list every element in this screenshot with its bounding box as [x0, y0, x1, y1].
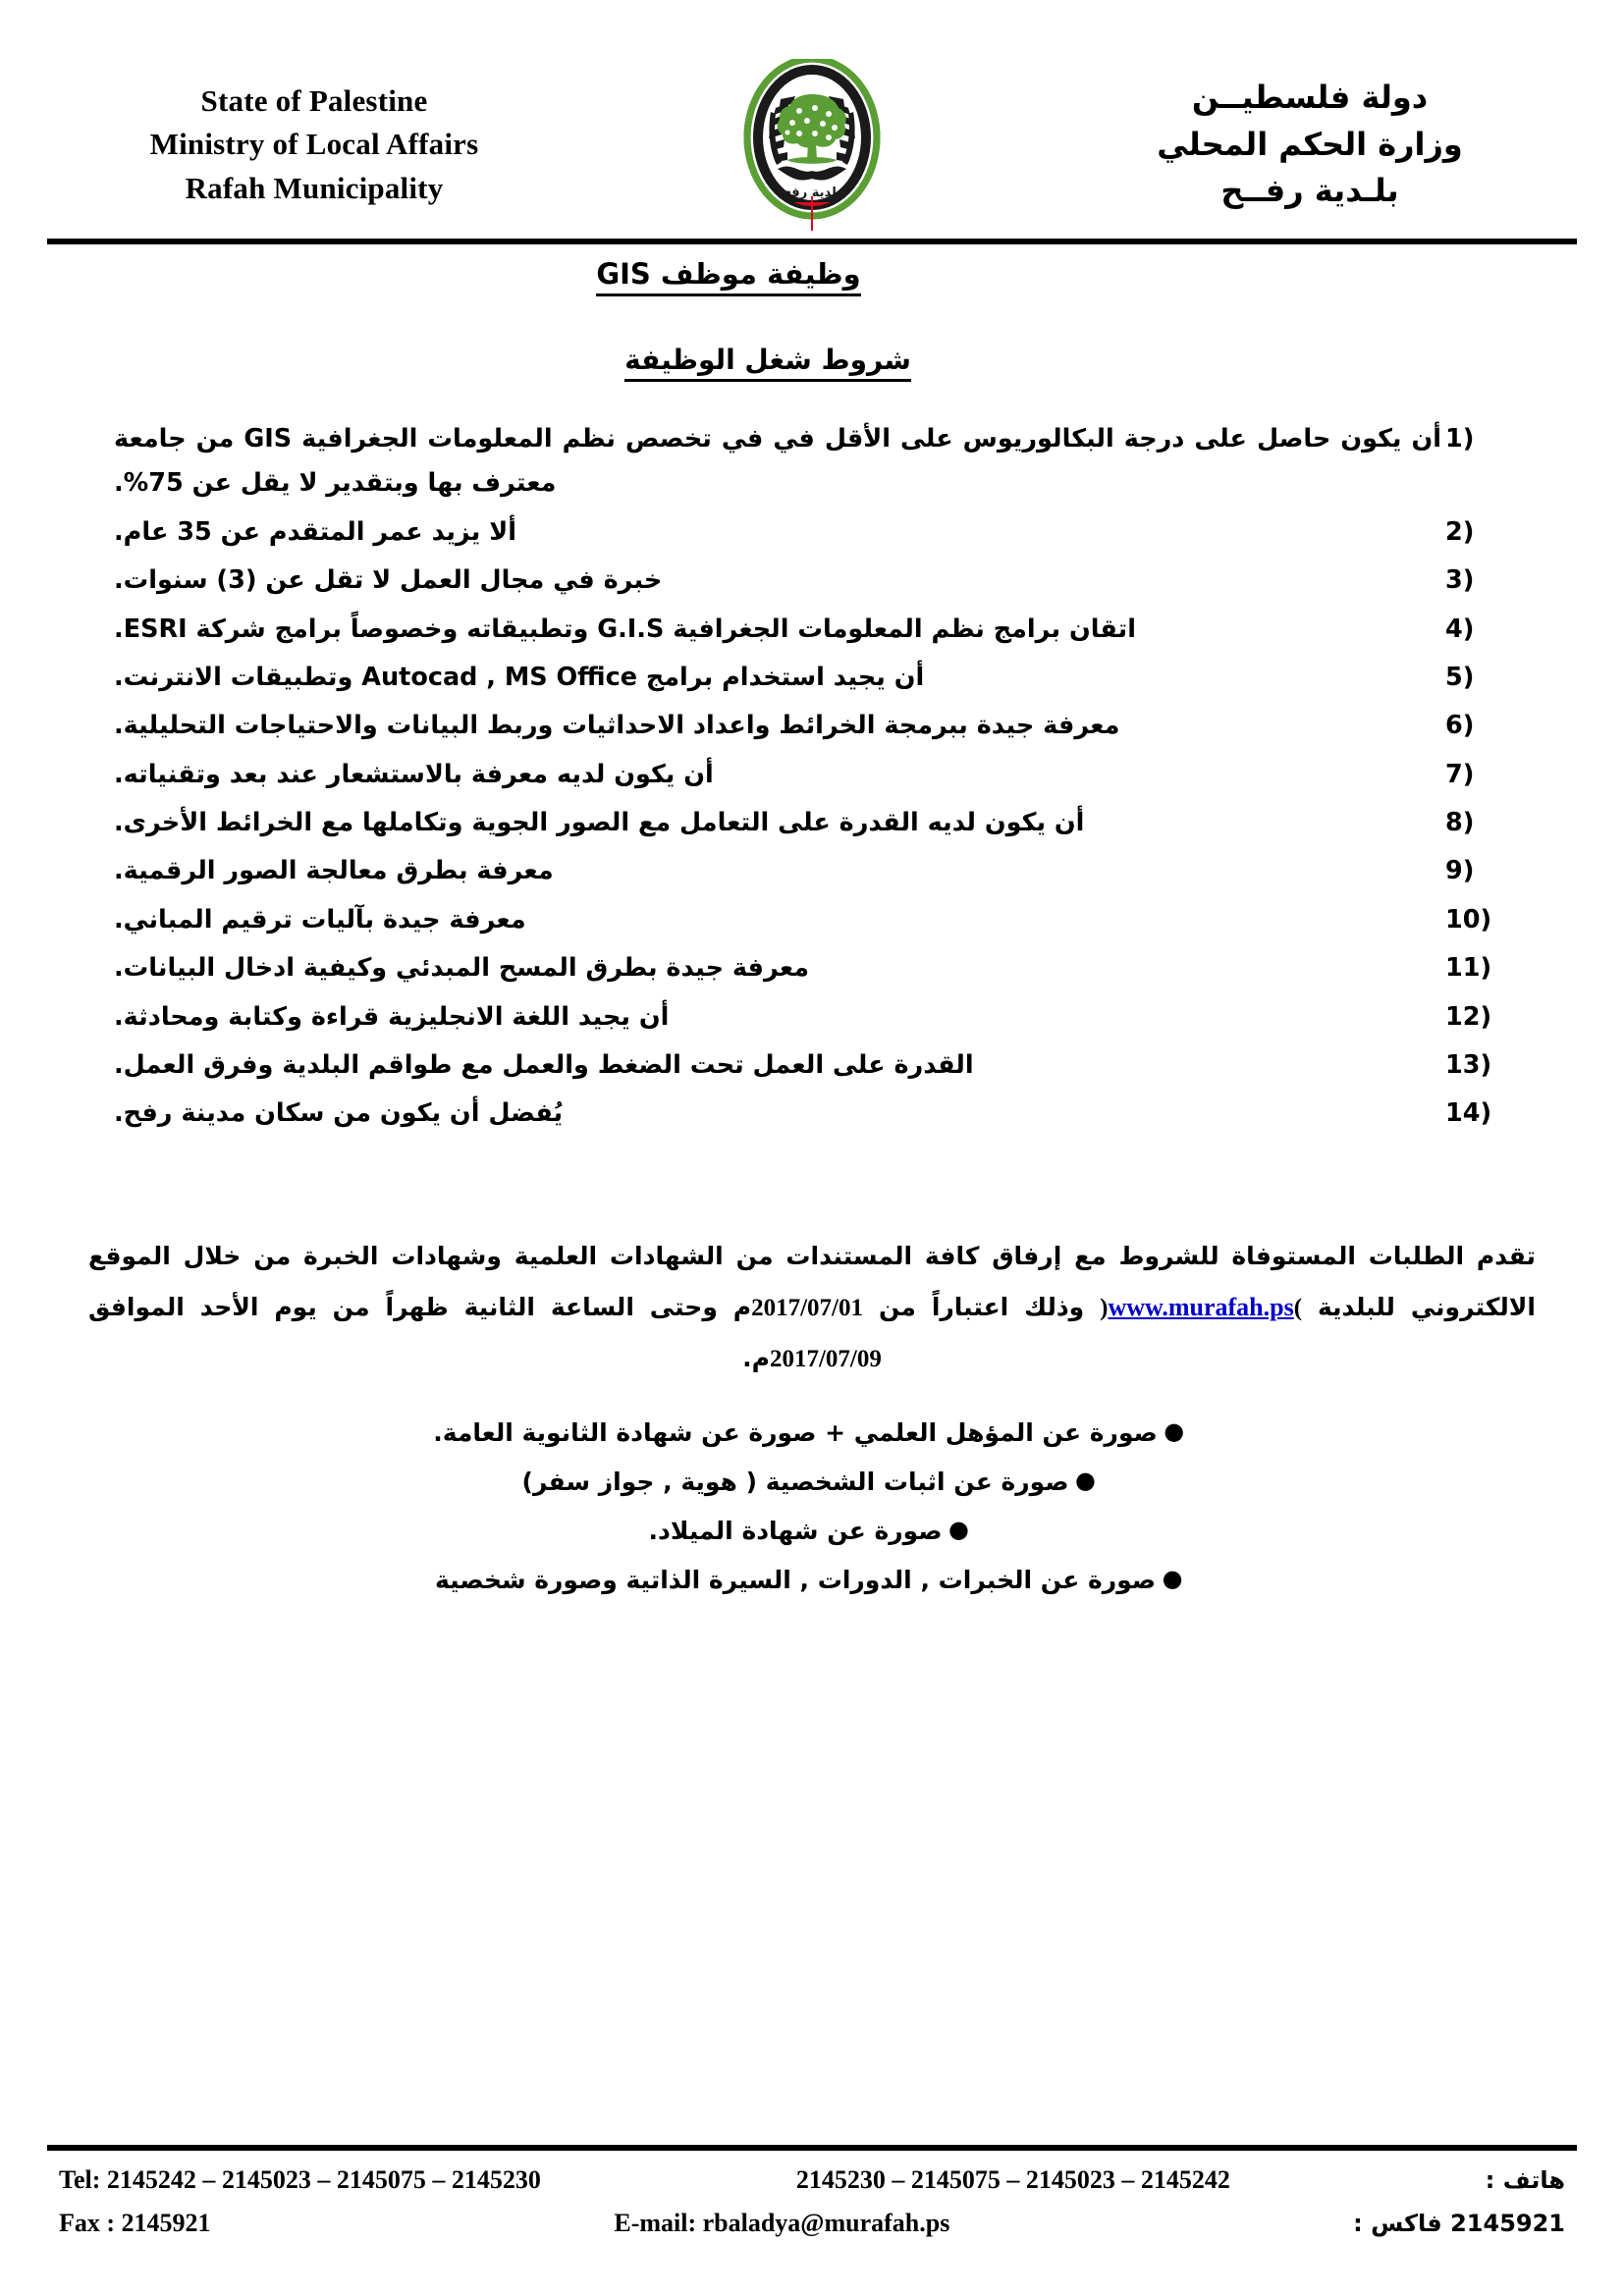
requirement-item: القدرة على العمل تحت الضغط والعمل مع طواقم البلدية وفرق العمل.	[114, 1049, 974, 1080]
requirement-item: معرفة جيدة بآليات ترقيم المباني.	[114, 904, 526, 934]
document-item	[59, 1409, 1565, 1458]
document-body	[59, 257, 1565, 1604]
emblem-caption: بلدية رفح	[782, 186, 842, 200]
footer	[59, 2160, 1565, 2244]
fax-label-en: Fax : 2145921	[59, 2209, 211, 2238]
rafah-municipality-emblem-icon	[738, 59, 886, 231]
application-start-date: 2017/07/01	[751, 1294, 864, 1321]
application-instructions	[59, 1231, 1565, 1385]
requirement-item: معرفة جيدة ببرمجة الخرائط واعداد الاحداثيات وربط البيانات والاحتياجات التحليلية.	[114, 711, 1120, 741]
section-heading-text: شروط شغل الوظيفة	[624, 344, 911, 382]
letterhead-arabic-line-1: دولة فلسطيــن	[1191, 79, 1429, 117]
required-documents-list	[59, 1409, 1565, 1604]
footer-tel-english	[59, 2160, 541, 2201]
letterhead-english-line-2: Ministry of Local Affairs	[149, 127, 479, 162]
bullet-icon: ●	[1075, 1467, 1096, 1495]
footer-tel-arabic	[1486, 2162, 1565, 2200]
footer-phone-row	[59, 2160, 1565, 2201]
instructions-text-part-2a: وذلك اعتباراً من	[878, 1292, 1085, 1321]
requirement-item: أن يكون حاصل على درجة البكالوريوس على الأقل في في تخصص نظم المعلومات الجغرافية GIS من جامعة معترف بها وبتقدير لا يقل عن 75%.	[114, 424, 1441, 499]
bullet-icon: ●	[1164, 1417, 1185, 1446]
requirement-item: اتقان برامج نظم المعلومات الجغرافية G.I.S وتطبيقاته وخصوصاً برامج شركة ESRI.	[114, 614, 1136, 644]
letterhead-arabic-line-2: وزارة الحكم المحلي	[1157, 125, 1463, 163]
letterhead-english-line-3: Rafah Municipality	[185, 170, 444, 205]
paren-close: )	[1100, 1294, 1109, 1321]
requirement-item: أن يجيد اللغة الانجليزية قراءة وكتابة ومحادثة.	[114, 1001, 670, 1032]
tel-numbers-ar: 2145230 – 2145075 – 2145023 – 2145242	[795, 2165, 1230, 2194]
requirement-item: يُفضل أن يكون من سكان مدينة رفح.	[114, 1098, 564, 1129]
page-title-text: وظيفة موظف GIS	[596, 257, 860, 296]
paren-open: (	[1293, 1294, 1303, 1321]
document-item	[59, 1458, 1565, 1507]
footer-tel-center	[541, 2160, 1486, 2201]
document-item	[59, 1556, 1565, 1605]
document-item-label: صورة عن المؤهل العلمي + صورة عن شهادة الثانوية العامة.	[433, 1418, 1158, 1448]
tel-numbers-en: 2145242 – 2145023 – 2145075 – 2145230	[106, 2165, 541, 2194]
email-address-link[interactable]: rbaladya@murafah.ps	[702, 2209, 950, 2238]
footer-email	[211, 2203, 1354, 2244]
instructions-text-part-1: تقدم الطلبات المستوفاة للشروط مع إرفاق كافة المستندات من الشهادات العلمية وشهادات الخبرة من خلال الموقع الالكتروني للبلدية	[88, 1241, 1536, 1321]
document-item-label: صورة عن اثبات الشخصية ( هوية , جواز سفر)	[521, 1468, 1069, 1497]
tel-label-ar: هاتف :	[1485, 2166, 1565, 2194]
document-item	[59, 1507, 1565, 1556]
document-item-label: صورة عن شهادة الميلاد.	[648, 1516, 943, 1545]
requirement-item: أن يكون لديه القدرة على التعامل مع الصور الجوية وتكاملها مع الخرائط الأخرى.	[114, 808, 1085, 837]
requirement-item: معرفة جيدة بطرق المسح المبدئي وكيفية ادخال البيانات.	[114, 953, 810, 984]
tel-label-en: Tel:	[59, 2165, 101, 2194]
letterhead-arabic	[1055, 75, 1565, 214]
requirement-item: خبرة في مجال العمل لا تقل عن (3) سنوات.	[114, 565, 663, 596]
document-item-label: صورة عن الخبرات , الدورات , السيرة الذاتية وصورة شخصية	[434, 1565, 1157, 1594]
bullet-icon: ●	[948, 1515, 969, 1543]
application-end-date: 2017/07/09	[769, 1346, 882, 1373]
letterhead	[59, 54, 1565, 236]
footer-divider	[47, 2145, 1577, 2151]
instructions-text-part-2b: م وحتى الساعة الثانية ظهراً من يوم الأحد الموافق	[88, 1292, 752, 1321]
email-label: E-mail:	[614, 2209, 697, 2238]
requirement-item: معرفة بطرق معالجة الصور الرقمية.	[114, 856, 554, 886]
requirements-list	[59, 417, 1565, 1137]
instructions-text-part-2c: م.	[742, 1344, 770, 1373]
section-heading-requirements	[59, 296, 1477, 382]
footer-fax-arabic	[1353, 2205, 1565, 2243]
fax-label-ar: فاكس :	[1353, 2210, 1442, 2238]
fax-number-ar: 2145921	[1450, 2210, 1565, 2238]
footer-fax-row	[59, 2203, 1565, 2244]
emblem-container	[665, 59, 959, 231]
letterhead-english-line-1: State of Palestine	[200, 83, 428, 119]
requirement-item: أن يجيد استخدام برامج Autocad , MS Office وتطبيقات الانترنت.	[114, 662, 925, 692]
requirement-item: أن يكون لديه معرفة بالاستشعار عند بعد وتقنياته.	[114, 759, 714, 789]
page-title	[59, 257, 1398, 296]
requirement-item: ألا يزيد عمر المتقدم عن 35 عام.	[114, 516, 516, 547]
letterhead-arabic-line-3: بلـدية رفــح	[1220, 172, 1399, 210]
header-divider	[47, 239, 1577, 244]
footer-fax-english	[59, 2203, 211, 2244]
bullet-icon: ●	[1162, 1564, 1183, 1592]
letterhead-english	[59, 80, 569, 209]
municipality-website-link[interactable]: www.murafah.ps	[1108, 1292, 1294, 1321]
